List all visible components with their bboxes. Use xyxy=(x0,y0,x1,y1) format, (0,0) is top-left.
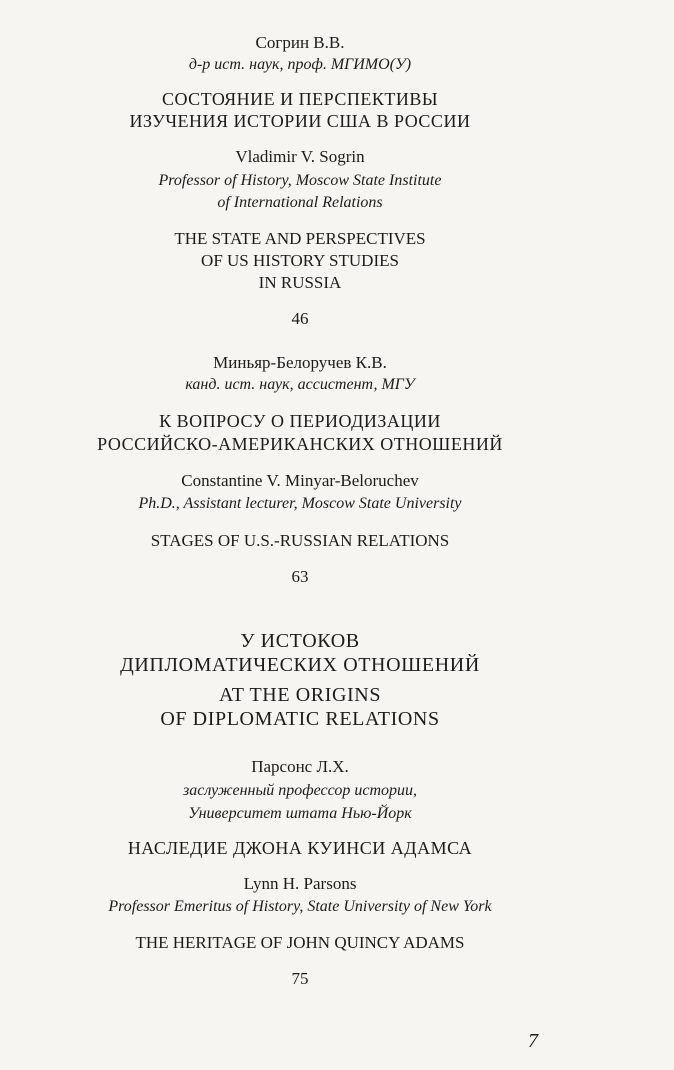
entry1-author-ru: Согрин В.В. xyxy=(255,33,345,52)
entry2-author-en: Constantine V. Minyar-Beloruchev xyxy=(181,471,419,490)
entry2-affil-ru: канд. ист. наук, ассистент, МГУ xyxy=(185,376,415,393)
entry1-affil-en-2: of International Relations xyxy=(217,194,383,211)
entry3-author-en: Lynn H. Parsons xyxy=(243,874,357,893)
entry1-title-en-2: OF US HISTORY STUDIES xyxy=(201,251,399,270)
entry1-title-en-3: IN RUSSIA xyxy=(258,273,342,292)
entry2-author-ru: Миньяр-Белоручев К.В. xyxy=(213,353,387,372)
section-title-ru-2: ДИПЛОМАТИЧЕСКИХ ОТНОШЕНИЙ xyxy=(120,654,480,676)
section-title-en-2: OF DIPLOMATIC RELATIONS xyxy=(160,708,440,730)
entry1-title-en-1: THE STATE AND PERSPECTIVES xyxy=(174,229,426,248)
entry3-affil-en: Professor Emeritus of History, State University of New York xyxy=(108,898,492,915)
entry1-affil-ru: д-р ист. наук, проф. МГИМО(У) xyxy=(188,56,412,73)
entry3-title-ru: НАСЛЕДИЕ ДЖОНА КУИНСИ АДАМСА xyxy=(127,838,473,858)
entry2-title-ru-2: РОССИЙСКО-АМЕРИКАНСКИХ ОТНОШЕНИЙ xyxy=(97,434,503,454)
section-title-en-1: AT THE ORIGINS xyxy=(218,684,382,706)
section-title-ru-1: У ИСТОКОВ xyxy=(240,630,360,652)
entry2-title-en: STAGES OF U.S.-RUSSIAN RELATIONS xyxy=(150,531,450,550)
entry3-page: 75 xyxy=(291,969,309,988)
entry3-affil-ru-1: заслуженный профессор истории, xyxy=(182,782,417,799)
entry3-title-en: THE HERITAGE OF JOHN QUINCY ADAMS xyxy=(135,933,465,952)
entry2-title-ru-1: К ВОПРОСУ О ПЕРИОДИЗАЦИИ xyxy=(159,411,441,431)
page-number: 7 xyxy=(528,1030,538,1052)
entry1-affil-en-1: Professor of History, Moscow State Institute xyxy=(158,172,442,189)
entry1-title-ru-2: ИЗУЧЕНИЯ ИСТОРИИ США В РОССИИ xyxy=(129,111,471,131)
entry3-author-ru: Парсонс Л.Х. xyxy=(251,757,349,776)
entry1-page: 46 xyxy=(291,309,309,328)
entry1-title-ru-1: СОСТОЯНИЕ И ПЕРСПЕКТИВЫ xyxy=(161,89,439,109)
entry3-affil-ru-2: Университет штата Нью-Йорк xyxy=(188,805,412,822)
entry1-author-en: Vladimir V. Sogrin xyxy=(235,147,365,166)
entry2-page: 63 xyxy=(291,567,309,586)
entry2-affil-en: Ph.D., Assistant lecturer, Moscow State University xyxy=(138,495,462,512)
